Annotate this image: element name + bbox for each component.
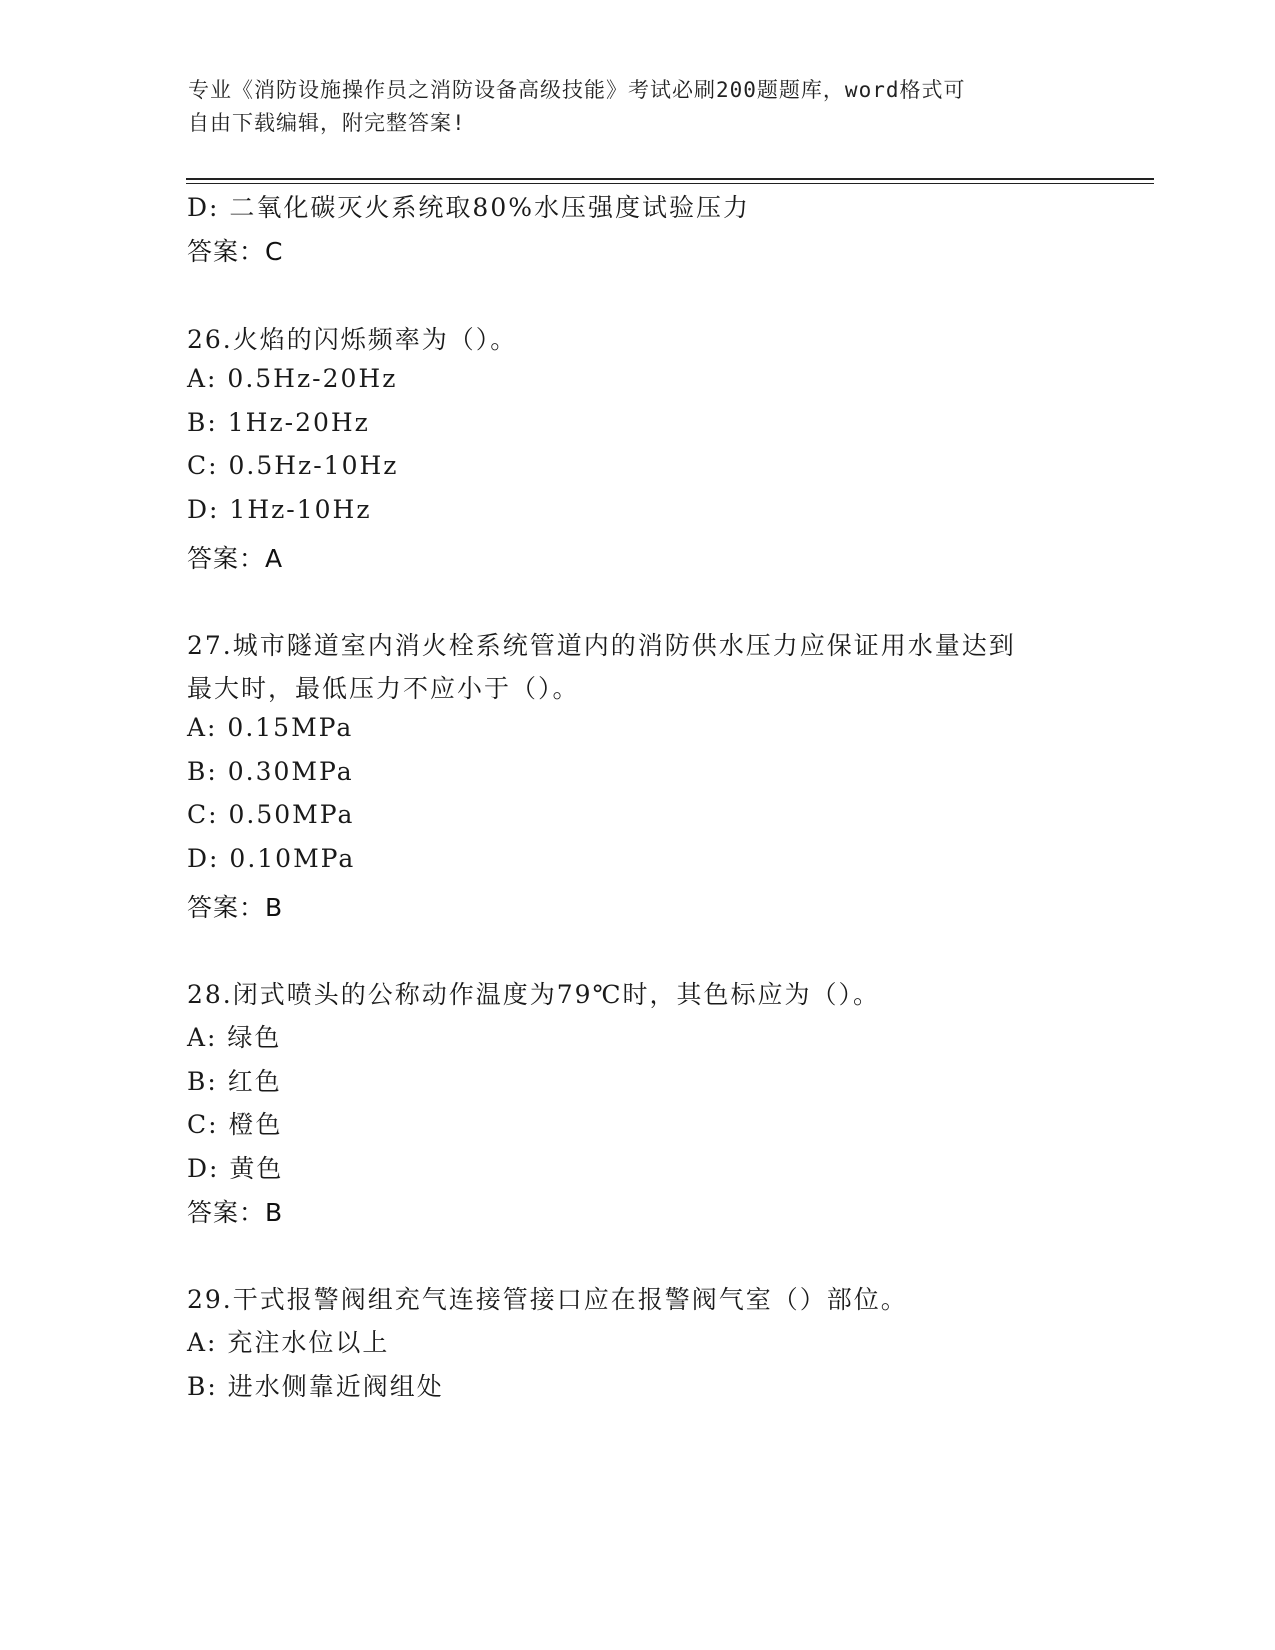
header-divider-thick: [186, 178, 1154, 180]
q28-option-c: C: 橙色: [187, 1110, 283, 1139]
q28-option-a: A: 绿色: [187, 1023, 282, 1052]
q28-option-b: B: 红色: [187, 1067, 282, 1096]
q26-option-b: B: 1Hz-20Hz: [187, 408, 370, 437]
q29-option-b: B: 进水侧靠近阀组处: [187, 1372, 444, 1401]
q28-option-d: D: 黄色: [187, 1154, 284, 1183]
q27-question-line-1: 27.城市隧道室内消火栓系统管道内的消防供水压力应保证用水量达到: [187, 631, 1016, 660]
document-header: [188, 74, 1088, 140]
prev-answer: 答案：C: [187, 237, 284, 266]
header-line-2: 自由下载编辑，附完整答案!: [188, 111, 466, 135]
q29-option-a: A: 充注水位以上: [187, 1328, 390, 1357]
q26-option-d: D: 1Hz-10Hz: [187, 495, 372, 524]
q27-option-a: A: 0.15MPa: [187, 713, 354, 742]
q27-option-b: B: 0.30MPa: [187, 757, 354, 786]
q29-question: 29.干式报警阀组充气连接管接口应在报警阀气室（）部位。: [187, 1285, 908, 1314]
prev-option-d: D: 二氧化碳灭火系统取80%水压强度试验压力: [187, 193, 750, 222]
q27-option-d: D: 0.10MPa: [187, 844, 356, 873]
q26-option-a: A: 0.5Hz-20Hz: [187, 364, 398, 393]
q28-question: 28.闭式喷头的公称动作温度为79℃时，其色标应为（）。: [187, 980, 881, 1009]
q26-question: 26.火焰的闪烁频率为（）。: [187, 325, 518, 354]
header-divider-thin: [186, 183, 1154, 184]
header-line-1: 专业《消防设施操作员之消防设备高级技能》考试必刷200题题库，word格式可: [188, 78, 966, 102]
q28-answer: 答案：B: [187, 1198, 284, 1227]
q27-question-line-2: 最大时，最低压力不应小于（）。: [187, 674, 580, 703]
q26-answer: 答案：A: [187, 544, 284, 573]
q26-option-c: C: 0.5Hz-10Hz: [187, 451, 399, 480]
q27-option-c: C: 0.50MPa: [187, 800, 355, 829]
q27-answer: 答案：B: [187, 893, 284, 922]
